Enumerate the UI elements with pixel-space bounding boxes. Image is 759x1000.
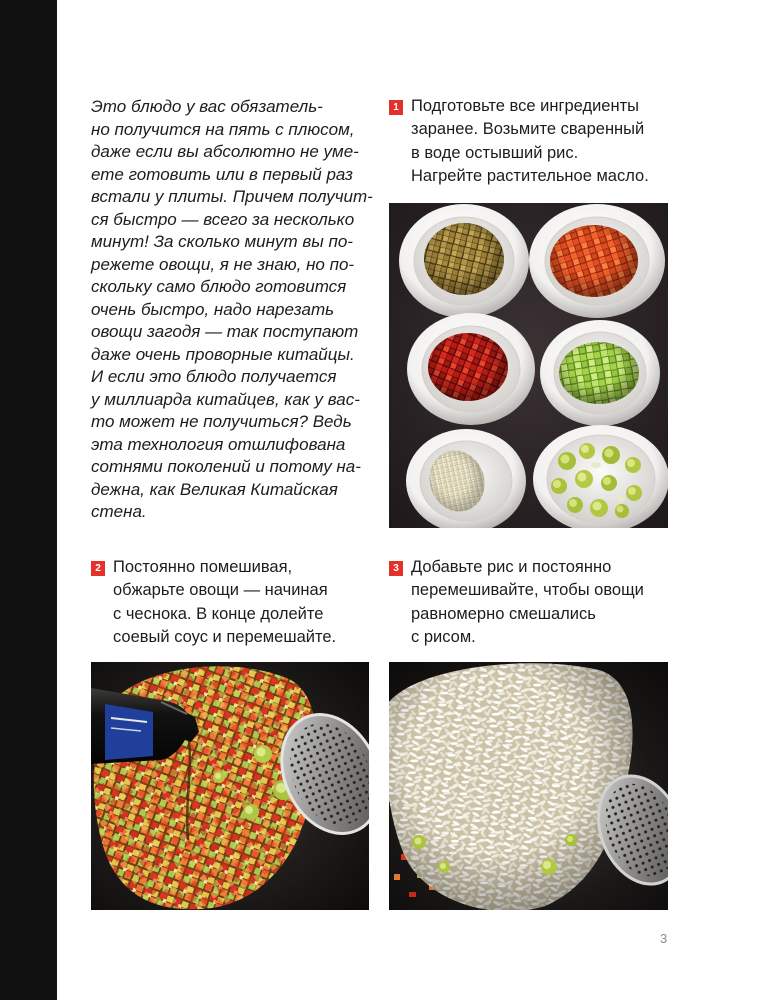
step-line: с рисом. [411,627,476,646]
intro-line: минут! За сколько минут вы по- [91,232,353,251]
intro-line: эта технология отшлифована [91,434,346,454]
bowl-carrot [529,204,665,318]
rice-in-wok-photo [389,662,668,910]
step-line: перемешивайте, чтобы овощи [411,581,644,600]
step-line: обжарьте овощи — начиная [113,581,328,600]
intro-line: скольку само блюдо готовится [91,277,347,296]
page-number: 3 [660,931,668,946]
bowl-beige-cubes [399,204,529,318]
intro-line: очень быстро, надо нарезать [91,299,335,319]
step-line: Добавьте рис и постоянно [411,558,612,576]
intro-line: стена. [91,502,147,521]
intro-line: даже если вы абсолютно не уме- [91,142,359,161]
intro-line: у миллиарда китайцев, как у вас- [91,389,360,409]
step-line: Подготовьте все ингредиенты [411,97,640,115]
step-number-badge: 1 [389,100,403,115]
intro-line: ся быстро — всего за несколько [91,209,355,229]
intro-line: даже очень проворные китайцы. [91,344,355,364]
step-instructions [113,556,371,649]
intro-line: Это блюдо у вас обязатель- [91,97,323,116]
step-number-badge: 2 [91,561,105,576]
bowls-of-diced-vegetables-image [389,203,668,528]
bowl-red-pepper [407,313,535,425]
step-line: равномерно смешались [411,604,596,623]
ingredients-photo [389,203,668,528]
bowl-celery [540,320,660,426]
step-2 [91,556,371,649]
step-line: с чеснока. В конце долейте [113,604,324,623]
rice-and-vegetables-in-wok-image [389,662,668,910]
step-line: в воде остывший рис. [411,143,579,162]
intro-line: встали у плиты. Причем получит- [91,187,373,206]
intro-line: дежна, как Великая Китайская [91,479,338,499]
step-line: соевый соус и перемешайте. [113,627,337,646]
intro-line: овощи загодя — так поступают [91,322,359,341]
intro-line: но получится на пять с плюсом, [91,119,355,139]
step-line: Постоянно помешивая, [113,558,293,576]
step-3 [389,556,669,649]
intro-text [91,96,383,524]
intro-line: то может не получиться? Ведь [91,412,352,431]
intro-line: сотнями поколений и потому на- [91,457,361,476]
vegetables-in-wok-with-soy-sauce-image [91,662,369,910]
intro-line: ете готовить или в первый раз [91,164,353,184]
step-instructions [411,556,669,649]
step-line: Нагрейте растительное масло. [411,166,649,185]
step-line: заранее. Возьмите сваренный [411,120,645,139]
step-instructions [411,95,669,188]
intro-line: режете овощи, я не знаю, но по- [91,254,355,274]
intro-line: И если это блюдо получается [91,367,337,386]
page-edge-black-bar [0,0,57,1000]
step-number-badge: 3 [389,561,403,576]
step-1 [389,95,669,188]
frying-vegetables-photo [91,662,369,910]
